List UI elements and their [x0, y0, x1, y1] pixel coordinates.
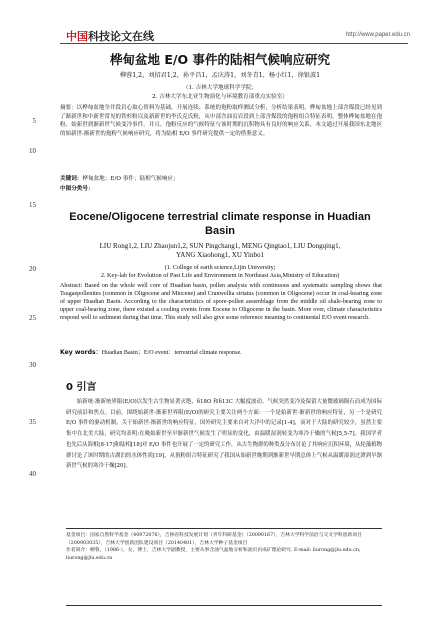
clc-number — [60, 184, 382, 192]
keywords-cn-label: 关键词： — [60, 176, 83, 182]
footnote-funding: 基金项目：国家自然科学基金（40972076），吉林省科技发展计划（青年科研基金）（20090167），吉林大学科学前沿与交叉学科创新项目（200903035），吉林大学创新团队建设项目（20140401），吉林大学种子基金项目 — [66, 533, 362, 546]
footnotes — [66, 532, 382, 563]
footnote-divider — [66, 528, 382, 529]
authors-cn: 柳蓉1,2，刘招君1,2，孙平昌1，孟庆涛1，刘冬青1，杨小红1，徐银波1 — [119, 72, 321, 79]
footnote-author: 作者简介：柳蓉，（1986-），女，博士，吉林大学副教授，主要从事含油气盆地分析和油页岩成矿理论研究. E-mail: liurong@jlu.edu.cn; liurong@jlu.edu.cn — [66, 548, 361, 562]
abstract-cn: 摘要：以桦甸盆地全井段岩心取心资料为基础，开展连续、系统的孢粉取样测试分析，分析结果表明，桦甸盆地上部含煤段已经见到了渐新世和中新世常见的铁杉粉以及新新世的李氏克氏粉，从中部含油页岩段到上部含煤段的孢粉组合特征表明，整体桦甸盆地在孢粉、始新世到渐新世气候变冷事件。并且，孢粉反应的气候特征与该时期的沉积物具有良好的响应关系，本文通过开展我国东北地区的始新世-渐新世的孢粉气候响应研究，将为陆相 E/O 事件研究提供一定的借鉴意义。 — [60, 105, 382, 137]
logo-dark-text: 科技论文在线 — [88, 30, 154, 43]
keywords-en — [60, 349, 382, 357]
abstract-en: Abstract: Based on the whole well core of Huadian basin, pollen analysis with continuous and systematic sampling shows that Tsugaepollenites (common in Oligocene and Miocene) and Cranwellia striatus (common in Oligocene) occur in coal-bearing zone of upper Huadian Basin. According to the characteristics of spore-pollen assemblage from the middle oil shale-bearing zone to upper coal-bearing zone, there existed a cooling events from Eocene to Oligocene in the basin. More over, climate characteristics respond well to sediment during that time. This study will also give some reference meaning to continental E/O event research. — [60, 283, 382, 322]
keywords-cn — [60, 174, 382, 182]
authors-en — [60, 242, 380, 260]
affiliation-cn-1: （1. 吉林大学地球科学学院； — [182, 85, 258, 91]
keywords-en-label: Key words： — [60, 349, 102, 356]
header-divider — [60, 43, 408, 44]
affiliations-en — [60, 264, 380, 280]
affiliation-en-1: (1. College of earth science,Lijin University; — [164, 264, 276, 271]
line-number: 10 — [29, 147, 36, 155]
authors-en-line-1: LIU Rong1,2, LIU Zhaojun1,2, SUN Pingchang1, MENG Qingtao1, LIU Dongqing1, — [99, 242, 341, 250]
line-number: 15 — [29, 201, 36, 209]
logo-red-text: 中国 — [66, 30, 88, 43]
clc-label: 中图分类号： — [60, 186, 94, 192]
line-number: 20 — [29, 265, 36, 273]
journal-logo — [66, 28, 154, 44]
section-heading: 0 引言 — [66, 382, 97, 393]
affiliation-en-2: 2. Key-lab for Evolution of Past Life and Environment in Northeast Asia,Ministry of Education) — [100, 272, 340, 280]
line-number: 5 — [32, 117, 36, 125]
page-header — [0, 0, 440, 44]
keywords-en-text: Huadian Basin；E/O event：terrestrial climate response. — [101, 350, 242, 356]
paper-title-en-line-1: Eocene/Oligocene terrestrial climate response in Huadian — [69, 211, 371, 223]
paper-title-en — [60, 210, 380, 239]
paper-title-en-line-2: Basin — [205, 225, 235, 238]
keywords-cn-text: 桦甸盆地；E/O 事件；陆相气候响应； — [82, 176, 179, 182]
affiliation-cn-2: 2. 吉林大学东北亚生物演化与环境教育部重点实验室） — [152, 94, 288, 100]
site-url[interactable]: http://www.paper.edu.cn — [345, 32, 410, 38]
line-number: 40 — [29, 470, 36, 478]
line-number: 35 — [29, 418, 36, 426]
paper-title-cn: 桦甸盆地 E/O 事件的陆相气候响应研究 — [110, 52, 330, 67]
line-number: 30 — [29, 361, 36, 369]
introduction-paragraph: 始新统-渐新统界限(E/O)以发生古生物显著灭绝、δ18O 和δ13C 大幅度波动、气候突然变冷及保留大量微玻璃陨石而成为国际研究前沿和焦点。目前，围绕始新世-渐新世界限(E/O)的研究主要关注两个方面：一个是始新世-渐新世的响应特征，另一个是研究 E/O 事件的驱动机制。关于始新世-渐新世的响应特征，国外研究主要来自对大洋中的记录[1-4]，而对于大陆的研究较少，虽然主要集中在北美大陆，研究均表明:在晚始新世至早渐新世气候发生了明显的变化，由温暖湿润转变为寒冷干燥的气候[5,5-7]。我国学者也先后从海相[8-17]和陆相[18]对 E/O 事件也开展了一定的研究工作，从古生物群的种类及分布讨论了其响应沉积环境，从轮藻植物群讨论了该时期的古湖泊的水体性质[19]，从孢粉组合特征研究了我国从始新世晚期到渐新世早期总体上气候从温暖湿润过渡到早渐新世气候的寒冷干燥[20]。 — [66, 399, 382, 470]
page-bottom-divider — [66, 605, 382, 606]
authors-en-line-2: YANG Xiaohong1, XU Yinbo1 — [175, 251, 265, 260]
line-number: 25 — [29, 314, 36, 322]
